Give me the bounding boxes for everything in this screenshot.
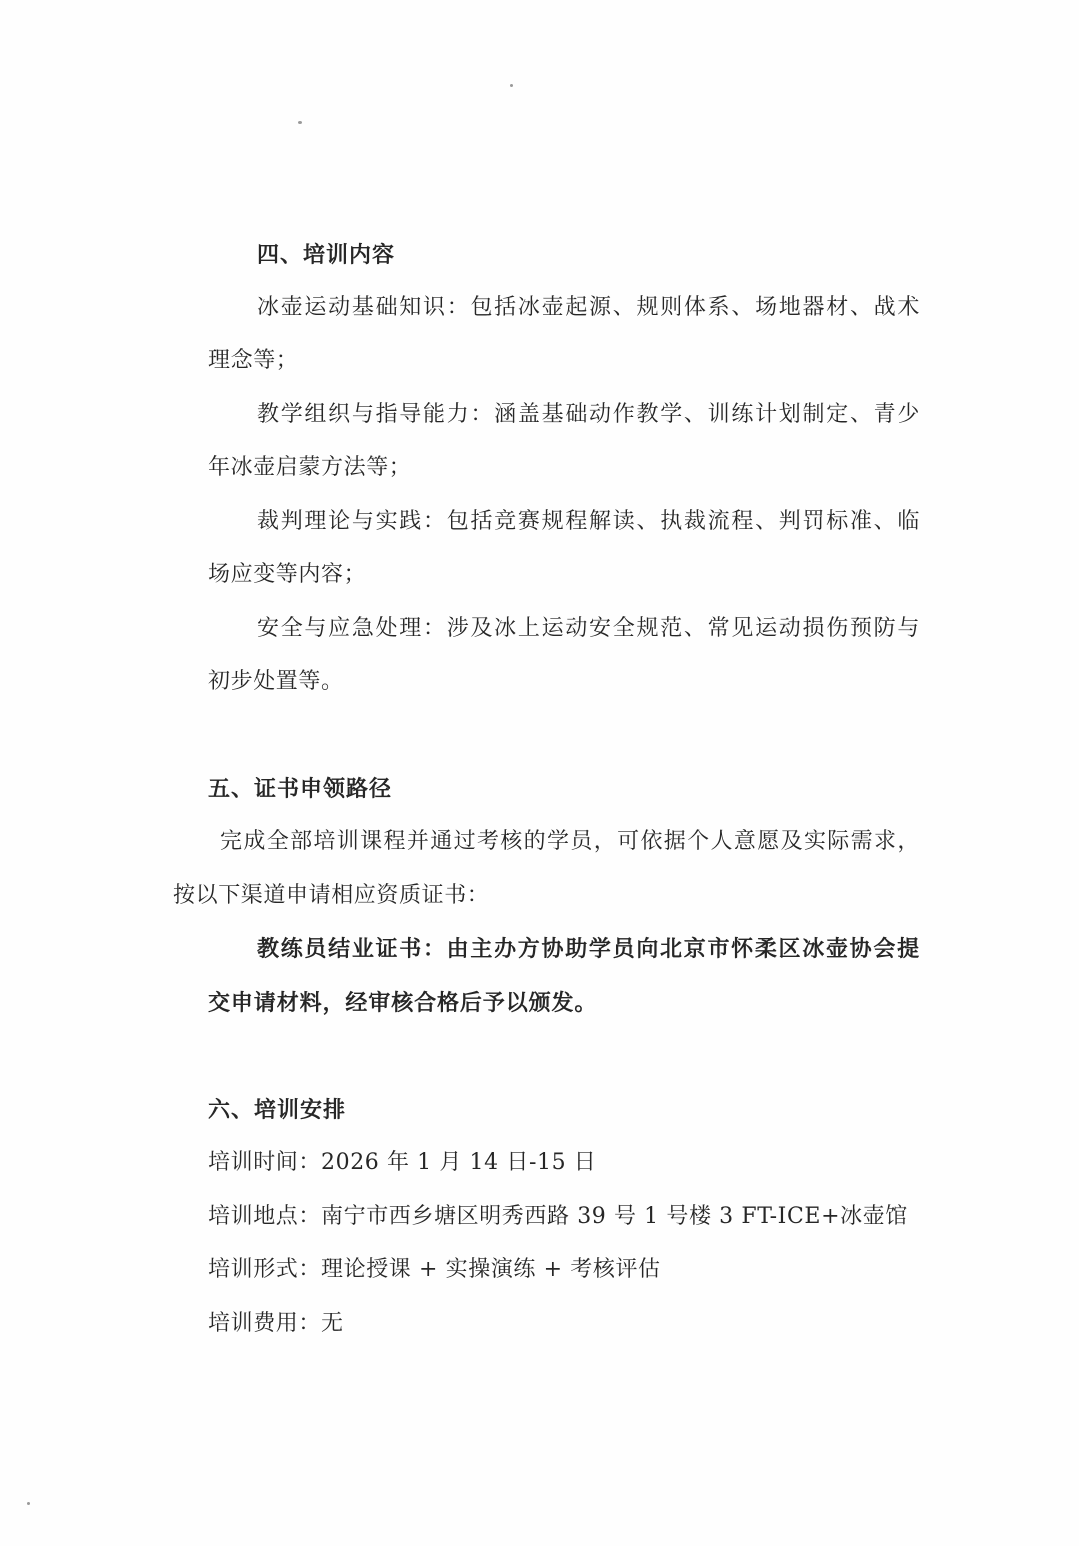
- section-4-heading: 四、培训内容: [257, 242, 396, 268]
- training-format: 培训形式：理论授课 + 实操演练 + 考核评估: [208, 1257, 661, 1282]
- training-location: 培训地点：南宁市西乡塘区明秀西路 39 号 1 号楼 3 FT-ICE+冰壶馆: [208, 1204, 908, 1229]
- section-4-para-1-line-2: 理念等；: [208, 348, 299, 373]
- section-4-para-4-line-1: 安全与应急处理：涉及冰上运动安全规范、常见运动损伤预防与: [257, 616, 920, 641]
- section-5-intro-line-1: 完成全部培训课程并通过考核的学员，可依据个人意愿及实际需求，: [220, 829, 920, 854]
- section-5-certificate-line-2: 交申请材料，经审核合格后予以颁发。: [208, 990, 598, 1016]
- scan-speck: [27, 1502, 30, 1505]
- scan-speck: [298, 121, 302, 124]
- section-4-para-1-line-1: 冰壶运动基础知识：包括冰壶起源、规则体系、场地器材、战术: [257, 295, 920, 320]
- section-6-heading: 六、培训安排: [208, 1097, 347, 1123]
- training-fee: 培训费用：无: [208, 1311, 344, 1336]
- section-5-heading: 五、证书申领路径: [208, 776, 393, 802]
- section-5-intro-line-2: 按以下渠道申请相应资质证书：: [173, 883, 490, 908]
- section-4-para-2-line-1: 教学组织与指导能力：涵盖基础动作教学、训练计划制定、青少: [257, 402, 920, 427]
- section-4-para-3-line-2: 场应变等内容；: [208, 562, 367, 587]
- section-4-para-4-line-2: 初步处置等。: [208, 669, 344, 694]
- section-4-para-3-line-1: 裁判理论与实践：包括竞赛规程解读、执裁流程、判罚标准、临: [257, 509, 920, 534]
- section-4-para-2-line-2: 年冰壶启蒙方法等；: [208, 455, 412, 480]
- training-time: 培训时间：2026 年 1 月 14 日-15 日: [208, 1150, 597, 1175]
- scan-speck: [510, 84, 513, 87]
- section-5-certificate-line-1: 教练员结业证书：由主办方协助学员向北京市怀柔区冰壶协会提: [257, 936, 920, 962]
